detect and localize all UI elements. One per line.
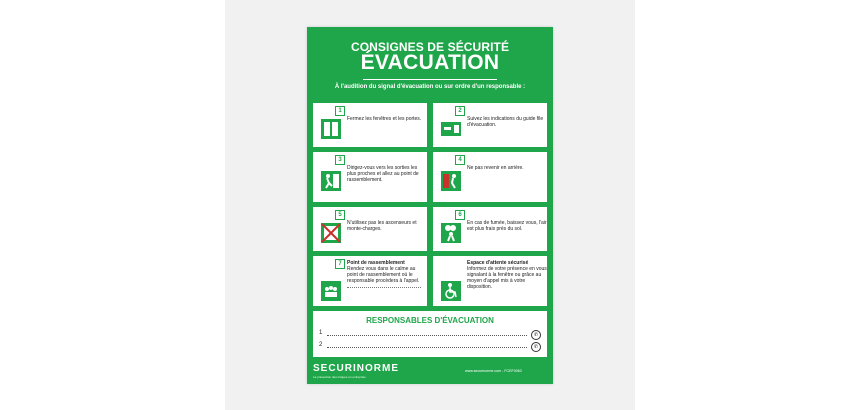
assembly-point-icon bbox=[320, 280, 342, 302]
step-card-2 bbox=[433, 103, 547, 147]
dotted-line bbox=[327, 347, 527, 348]
door-icon bbox=[320, 118, 342, 140]
step-card-6 bbox=[433, 207, 547, 251]
step7-title: Point de rassemblement bbox=[347, 260, 405, 266]
step-number: 3 bbox=[335, 155, 345, 165]
step-text: En cas de fumée, baissez vous, l'air est plus frais près du sol. bbox=[467, 220, 547, 232]
step-card-3 bbox=[313, 152, 427, 202]
step-number: 2 bbox=[455, 106, 465, 116]
brand-tagline: La prévention des risques en entreprise bbox=[313, 375, 366, 379]
waiting-content bbox=[467, 260, 547, 290]
poster-title-line2: ÉVACUATION bbox=[360, 51, 500, 74]
wheelchair-icon bbox=[440, 280, 462, 302]
exit-icon bbox=[320, 170, 342, 192]
step-card-4 bbox=[433, 152, 547, 202]
responsables-box bbox=[313, 311, 547, 357]
brand-logo: SECURINORME bbox=[313, 363, 400, 374]
step-number: 1 bbox=[335, 106, 345, 116]
waiting-area-card bbox=[433, 256, 547, 306]
smoke-icon bbox=[440, 222, 462, 244]
step7-dotted-line bbox=[347, 286, 421, 288]
dotted-line bbox=[327, 335, 527, 336]
step-text: Suivez les indications du guide file d'évacuation. bbox=[467, 116, 544, 128]
responsable-line-1 bbox=[319, 330, 541, 339]
step-number: 7 bbox=[335, 259, 345, 269]
step7-content bbox=[347, 260, 427, 288]
line-number: 1 bbox=[319, 330, 323, 336]
phone-icon: ✆ bbox=[531, 330, 541, 340]
waiting-text: Informez de votre présence en vous signalant à la fenêtre ou grâce au moyen d'appel mis à votre disposition. bbox=[467, 266, 547, 290]
step-card-1 bbox=[313, 103, 427, 147]
no-return-icon bbox=[440, 170, 462, 192]
step-number: 6 bbox=[455, 210, 465, 220]
no-elevator-icon bbox=[320, 222, 342, 244]
step-card-7 bbox=[313, 256, 427, 306]
guide-icon bbox=[440, 118, 462, 140]
responsables-title: RESPONSABLES D'ÉVACUATION bbox=[366, 316, 494, 325]
website-reference: www.securinorme.com - FCEF0063 bbox=[465, 369, 522, 373]
step-number: 5 bbox=[335, 210, 345, 220]
step-text: N'utilisez pas les ascenseurs et monte-charges. bbox=[347, 220, 417, 232]
step-number: 4 bbox=[455, 155, 465, 165]
line-number: 2 bbox=[319, 342, 323, 348]
step-card-5 bbox=[313, 207, 427, 251]
step7-text: Rendez vous dans le calme au point de rassemblement où le responsable procèdera à l'appel. bbox=[347, 266, 420, 284]
step-text: Fermez les fenêtres et les portes. bbox=[347, 116, 422, 122]
phone-icon: ✆ bbox=[531, 342, 541, 352]
safety-poster bbox=[307, 27, 553, 384]
poster-title-line1: CONSIGNES DE SÉCURITÉ bbox=[350, 40, 510, 54]
title-divider bbox=[363, 79, 497, 80]
poster-intro: À l'audition du signal d'évacuation ou sur ordre d'un responsable : bbox=[334, 84, 526, 90]
waiting-title: Espace d'attente sécurisé bbox=[467, 260, 529, 266]
step-text: Ne pas revenir en arrière. bbox=[467, 165, 524, 171]
step-text: Dirigez-vous vers les sorties les plus proches et allez au point de rassemblement. bbox=[347, 165, 419, 183]
responsable-line-2 bbox=[319, 342, 541, 351]
